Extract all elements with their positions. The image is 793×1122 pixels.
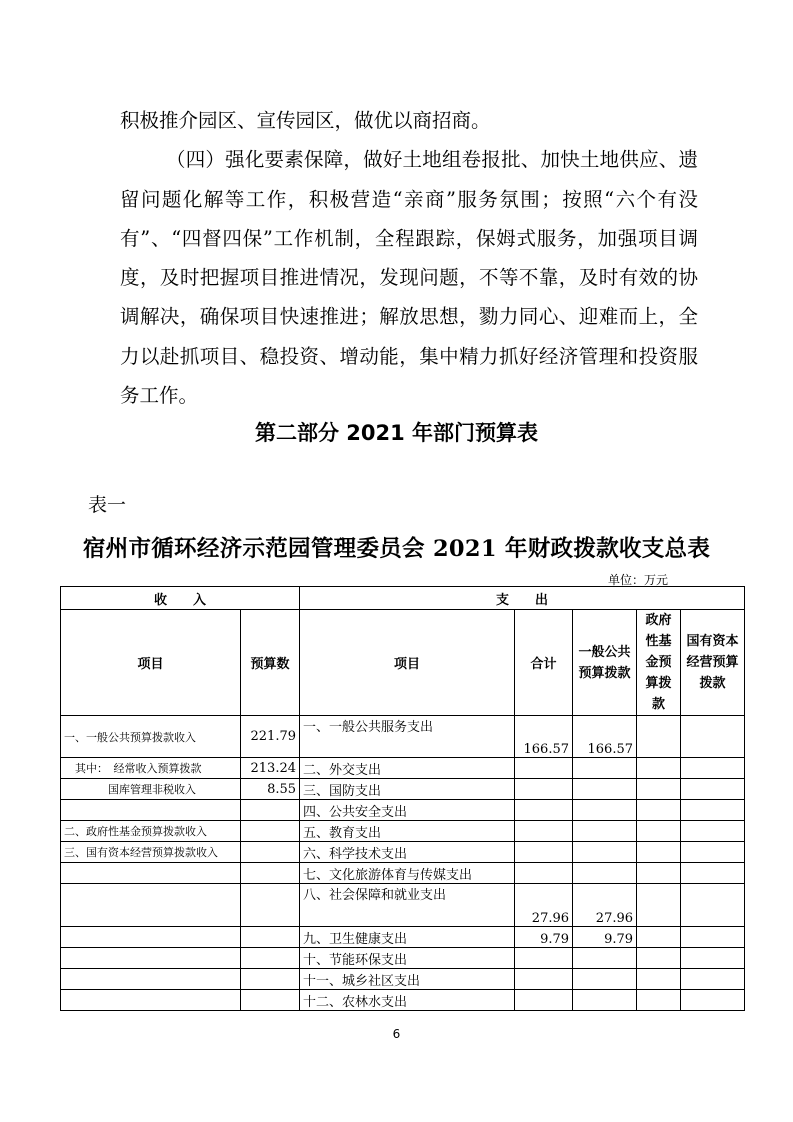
budget-cell: 213.24 [241,758,300,779]
general-budget-cell [573,842,637,863]
state-capital-cell [681,948,745,969]
state-capital-cell [681,779,745,800]
table-title: 宿州市循环经济示范园管理委员会 2021 年财政拨款收支总表 [82,536,711,562]
budget-cell: 221.79 [241,716,300,758]
gov-fund-cell [637,842,681,863]
unit-label: 单位：万元 [608,573,669,587]
gov-fund-cell [637,779,681,800]
paragraph-four: （四）强化要素保障，做好土地组卷报批、加快土地供应、遗留问题化解等工作，积极营造“亲商”服务氛围；按照“六个有没有”、“四督四保”工作机制，全程跟踪，保姆式服务，加强项目调度，及时把握项目推进情况，发现问题，不等不靠，及时有效的协调解决，确保项目快速推进；解放思想，勠力同心、迎难而上，全力以赴抓项目、稳投资、增动能，集中精力抓好经济管理和投资服务工作。 [120,148,698,408]
total-cell [515,990,573,1011]
income-item-cell: 三、国有资本经营预算拨款收入 [61,842,241,863]
header-row-2 [61,610,745,716]
table-label: 表一 [88,494,127,516]
expense-item-cell: 五、教育支出 [300,821,515,842]
total-header: 合计 [515,610,573,716]
table-body [61,716,745,1011]
income-item-cell: 其中： 经常收入预算拨款 [61,758,241,779]
state-capital-cell [681,990,745,1011]
expense-item-header: 项目 [300,610,515,716]
state-capital-header: 国有资本经营预算拨款 [681,610,745,716]
budget-cell [241,969,300,990]
table-row [61,800,745,821]
state-capital-cell [681,821,745,842]
income-item-cell: 国库管理非税收入 [61,779,241,800]
table-row [61,927,745,948]
income-item-header: 项目 [61,610,241,716]
table-row [61,821,745,842]
header-row-1 [61,587,745,610]
budget-cell [241,927,300,948]
table-row [61,716,745,758]
gov-fund-cell [637,821,681,842]
expense-item-cell: 六、科学技术支出 [300,842,515,863]
income-item-cell [61,800,241,821]
expense-header: 支 出 [300,587,745,610]
gov-fund-cell [637,969,681,990]
total-cell [515,948,573,969]
state-capital-cell [681,842,745,863]
income-item-cell [61,884,241,927]
expense-item-cell: 四、公共安全支出 [300,800,515,821]
income-item-cell: 一、一般公共预算拨款收入 [61,716,241,758]
state-capital-cell [681,800,745,821]
general-budget-header: 一般公共预算拨款 [573,610,637,716]
budget-cell [241,990,300,1011]
body-text [120,101,698,415]
general-budget-cell [573,800,637,821]
expense-item-cell: 一、一般公共服务支出 [300,716,515,758]
budget-cell [241,842,300,863]
income-item-cell [61,969,241,990]
gov-fund-cell [637,800,681,821]
total-cell [515,779,573,800]
general-budget-cell [573,969,637,990]
general-budget-cell [573,990,637,1011]
gov-fund-cell [637,948,681,969]
expense-item-cell: 三、国防支出 [300,779,515,800]
general-budget-cell: 27.96 [573,884,637,927]
state-capital-cell [681,884,745,927]
state-capital-cell [681,758,745,779]
table-row [61,758,745,779]
income-item-cell: 二、政府性基金预算拨款收入 [61,821,241,842]
budget-cell [241,884,300,927]
table-row [61,884,745,927]
income-item-cell [61,863,241,884]
table-row [61,990,745,1011]
state-capital-cell [681,969,745,990]
income-header: 收 入 [61,587,300,610]
income-item-cell [61,990,241,1011]
expense-item-cell: 十、节能环保支出 [300,948,515,969]
budget-cell [241,948,300,969]
total-cell [515,969,573,990]
income-item-cell [61,948,241,969]
state-capital-cell [681,927,745,948]
gov-fund-cell [637,758,681,779]
state-capital-cell [681,716,745,758]
table-row [61,863,745,884]
expense-item-cell: 七、文化旅游体育与传媒支出 [300,863,515,884]
total-cell: 9.79 [515,927,573,948]
state-capital-cell [681,863,745,884]
gov-fund-cell [637,990,681,1011]
table-row [61,779,745,800]
total-cell: 166.57 [515,716,573,758]
paragraph-continued: 积极推介园区、宣传园区，做优以商招商。 [120,109,491,132]
total-cell [515,821,573,842]
budget-cell [241,863,300,884]
table-row [61,842,745,863]
budget-cell [241,821,300,842]
budget-cell [241,800,300,821]
general-budget-cell: 9.79 [573,927,637,948]
expense-item-cell: 八、社会保障和就业支出 [300,884,515,927]
budget-cell: 8.55 [241,779,300,800]
general-budget-cell: 166.57 [573,716,637,758]
general-budget-cell [573,863,637,884]
general-budget-cell [573,821,637,842]
general-budget-cell [573,779,637,800]
general-budget-cell [573,948,637,969]
general-budget-cell [573,758,637,779]
income-item-cell [61,927,241,948]
table-row [61,969,745,990]
expense-item-cell: 九、卫生健康支出 [300,927,515,948]
total-cell [515,800,573,821]
gov-fund-cell [637,927,681,948]
expense-item-cell: 二、外交支出 [300,758,515,779]
total-cell [515,842,573,863]
table-row [61,948,745,969]
total-cell [515,863,573,884]
total-cell [515,758,573,779]
gov-fund-header: 政府性基金预算拨款 [637,610,681,716]
budget-header: 预算数 [241,610,300,716]
expense-item-cell: 十一、城乡社区支出 [300,969,515,990]
page-number: 6 [392,1027,401,1041]
total-cell: 27.96 [515,884,573,927]
gov-fund-cell [637,863,681,884]
gov-fund-cell [637,716,681,758]
budget-table [60,586,745,1011]
part-title: 第二部分 2021 年部门预算表 [254,421,539,445]
expense-item-cell: 十二、农林水支出 [300,990,515,1011]
gov-fund-cell [637,884,681,927]
